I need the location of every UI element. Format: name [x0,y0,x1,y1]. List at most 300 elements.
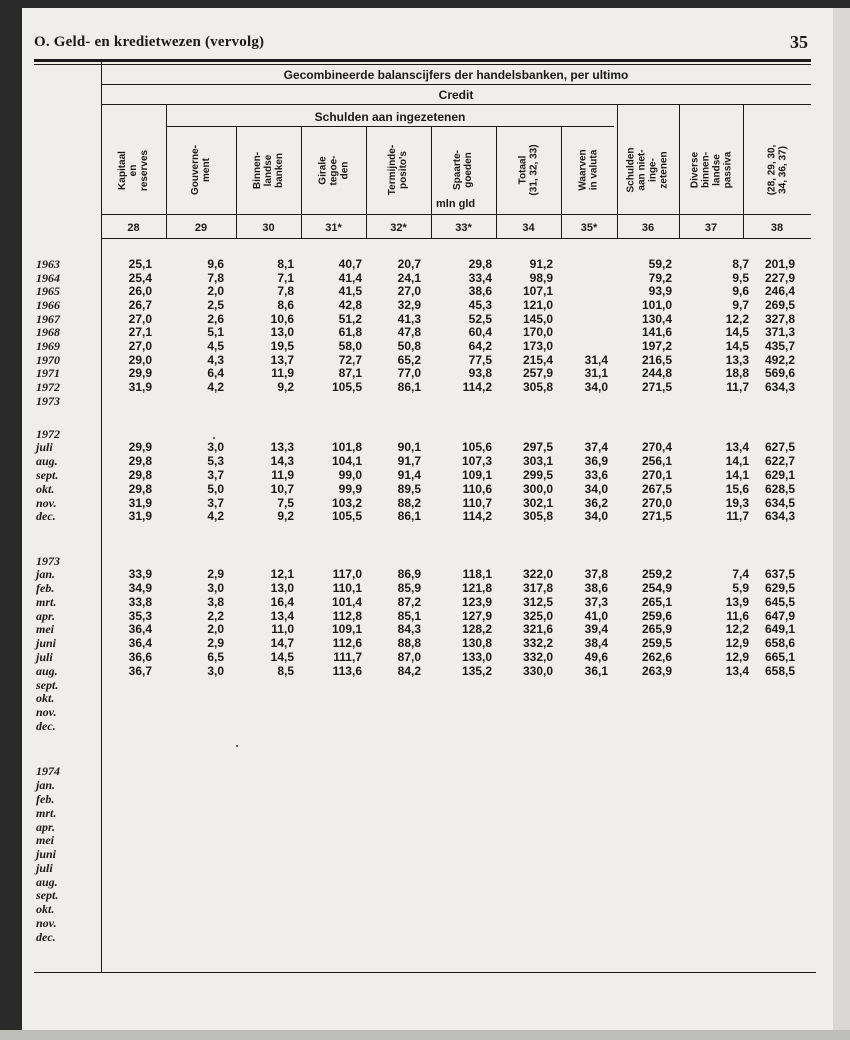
table-cell: 110,7 [462,496,492,510]
table-cell: 216,5 [641,353,672,367]
table-cell: 4,5 [207,339,224,353]
table-cell: 118,1 [462,567,492,581]
table-cell: 36,4 [128,622,152,636]
table-cell: 13,4 [725,664,749,678]
table-cell: 128,2 [461,622,492,636]
table-cell: 629,1 [764,468,795,482]
table-cell: 325,0 [522,609,553,623]
row-label: juli [36,440,53,454]
table-cell: 569,6 [764,366,795,380]
row-label: 1964 [36,271,60,285]
table-cell: 3,0 [207,440,224,454]
table-cell: 12,9 [725,636,749,650]
table-cell: 34,0 [584,482,608,496]
table-cell: 9,5 [732,271,749,285]
table-cell: 201,9 [764,257,795,271]
table-cell: 5,1 [207,325,224,339]
table-cell: 34,0 [584,380,608,394]
table-cell: 112,6 [332,636,362,650]
table-cell: 31,9 [128,380,152,394]
table-cell: 312,5 [522,595,553,609]
table-cell: 332,0 [522,650,553,664]
column-header-label: Spaarte- goeden [452,149,475,191]
table-cell: 327,8 [764,312,795,326]
table-cell: 2,6 [207,312,224,326]
table-cell: 271,5 [641,380,672,394]
table-cell: 5,0 [207,482,224,496]
table-cell: 114,2 [462,509,492,523]
table-cell: 109,1 [331,622,362,636]
table-cell: 84,3 [397,622,421,636]
row-label: mrt. [36,806,57,820]
table-cell: 629,5 [764,581,795,595]
table-cell: 85,1 [397,609,421,623]
table-cell: 2,2 [207,609,224,623]
header-bottom-rule [101,214,811,215]
table-cell: 90,1 [397,440,421,454]
table-cell: 113,6 [332,664,362,678]
table-cell: 259,2 [641,567,672,581]
table-cell: 13,4 [725,440,749,454]
table-cell: 49,6 [584,650,608,664]
table-cell: 8,7 [732,257,749,271]
table-cell: 3,8 [207,595,224,609]
row-label: juli [36,650,53,664]
row-label: nov. [36,705,57,719]
table-cell: 31,1 [584,366,608,380]
table-cell: 11,9 [271,366,294,380]
table-cell: 127,9 [461,609,492,623]
row-label: dec. [36,719,56,733]
top-rule-thin [34,64,811,65]
row-label: sept. [36,678,59,692]
column-header [166,130,236,210]
table-cell: 4,2 [207,509,224,523]
table-cell: 65,2 [397,353,421,367]
column-number: 28 [127,222,140,234]
table-cell: 270,4 [641,440,672,454]
table-cell: 41,5 [338,284,362,298]
table-cell: 13,4 [270,609,294,623]
table-cell: 98,9 [529,271,553,285]
table-cell: 302,1 [522,496,553,510]
bottom-rule [34,972,816,973]
row-label: aug. [36,664,58,678]
table-cell: 121,0 [522,298,553,312]
table-cell: 4,3 [207,353,224,367]
top-rule [34,59,811,62]
table-cell: 297,5 [522,440,553,454]
table-cell: 29,8 [128,454,152,468]
table-cell: 47,8 [397,325,421,339]
table-cell: 61,8 [338,325,362,339]
table-cell: 77,5 [468,353,492,367]
table-cell: 492,2 [764,353,795,367]
table-cell: 2,0 [207,622,224,636]
table-cell: 88,2 [397,496,421,510]
table-cell: 112,8 [332,609,362,623]
table-cell: 51,2 [338,312,362,326]
row-label: jan. [36,567,56,581]
table-cell: 20,7 [397,257,421,271]
table-cell: 29,8 [128,468,152,482]
table-cell: 37,4 [584,440,608,454]
table-cell: 7,4 [732,567,749,581]
table-cell: 86,1 [397,380,421,394]
table-cell: 11,7 [726,380,749,394]
column-number: 31* [325,222,342,234]
table-cell: 305,8 [522,509,553,523]
table-cell: 19,3 [725,496,749,510]
column-number: 29 [194,222,208,234]
table-cell: 130,4 [641,312,672,326]
table-cell: 130,8 [461,636,492,650]
table-cell: 658,5 [764,664,795,678]
table-cell: 305,8 [522,380,553,394]
table-cell: 371,3 [764,325,795,339]
column-header [496,130,561,210]
column-header-label: Binnen- landse banken [252,151,285,189]
table-cell: 13,7 [270,353,294,367]
table-cell: 256,1 [641,454,672,468]
row-label: juni [36,636,57,650]
table-cell: 60,4 [468,325,492,339]
table-cell: 634,3 [764,380,795,394]
table-title: Gecombineerde balanscijfers der handelsbanken, per ultimo [283,68,629,82]
table-cell: 33,4 [468,271,492,285]
table-cell: 105,5 [331,380,362,394]
column-header-label: Schulden aan niet- inge- zetenen [625,147,670,193]
table-cell: 257,9 [522,366,553,380]
table-cell: 24,1 [397,271,421,285]
table-cell: 29,9 [128,366,152,380]
table-cell: 4,2 [207,380,224,394]
table-cell: 36,1 [584,664,608,678]
table-cell: 628,5 [764,482,795,496]
table-cell: 9,6 [732,284,749,298]
table-cell: 12,1 [270,567,294,581]
table-cell: 14,3 [270,454,294,468]
row-label: juli [36,861,53,875]
table-cell: 11,0 [271,622,294,636]
row-label: sept. [36,468,59,482]
table-cell: 109,1 [461,468,492,482]
column-number: 35* [580,222,598,234]
table-cell: 270,1 [641,468,672,482]
table-cell: 8,6 [277,298,294,312]
table-cell: 259,6 [641,609,672,623]
column-number: 33* [455,222,472,234]
table-cell: 12,2 [725,312,749,326]
row-label: aug. [36,454,58,468]
group-label: Schulden aan ingezetenen [314,110,466,124]
column-header [679,130,743,210]
table-cell: 135,2 [461,664,492,678]
table-cell: 5,9 [732,581,749,595]
column-header [431,130,496,210]
table-cell: 41,4 [338,271,362,285]
table-cell: 110,1 [332,581,362,595]
table-cell: 6,4 [207,366,224,380]
table-cell: 36,6 [128,650,152,664]
table-cell: 271,5 [641,509,672,523]
table-cell: 35,3 [128,609,152,623]
row-label: dec. [36,509,56,523]
table-cell: 634,3 [764,509,795,523]
row-label: feb. [36,792,55,806]
table-cell: 84,2 [397,664,421,678]
table-cell: 38,6 [468,284,492,298]
title-rule [101,84,811,85]
table-cell: 141,6 [641,325,672,339]
table-cell: 33,9 [128,567,152,581]
table-cell: 5,3 [207,454,224,468]
table-cell: 647,9 [764,609,795,623]
table-cell: 11,6 [726,609,749,623]
table-cell: 114,2 [462,380,492,394]
table-cell: 86,1 [397,509,421,523]
row-label: 1974 [36,764,60,778]
table-cell: 79,2 [648,271,672,285]
table-cell: 45,3 [468,298,492,312]
table-cell: 31,4 [584,353,608,367]
row-label: aug. [36,875,58,889]
row-label: sept. [36,888,59,902]
speck [236,745,238,747]
table-cell: 27,0 [397,284,421,298]
column-header [236,130,301,210]
table-cell: 101,0 [641,298,672,312]
table-cell: 10,7 [270,482,294,496]
table-cell: 622,7 [764,454,795,468]
row-label: 1963 [36,257,60,271]
table-cell: 658,6 [764,636,795,650]
column-number-rule [101,238,811,239]
table-cell: 86,9 [397,567,421,581]
table-cell: 25,4 [128,271,152,285]
column-header [617,130,679,210]
table-cell: 9,2 [277,509,294,523]
table-cell: 259,5 [641,636,672,650]
row-label: 1966 [36,298,60,312]
table-cell: 332,2 [522,636,553,650]
table-cell: 64,2 [468,339,492,353]
table-cell: 2,9 [207,567,224,581]
table-cell: 37,8 [584,567,608,581]
table-cell: 13,9 [725,595,749,609]
table-cell: 88,8 [397,636,421,650]
table-cell: 38,4 [584,636,608,650]
table-cell: 6,5 [207,650,224,664]
table-cell: 29,8 [128,482,152,496]
table-cell: 41,3 [397,312,421,326]
table-cell: 637,5 [764,567,795,581]
column-number: 36 [641,222,655,234]
table-cell: 3,7 [207,468,224,482]
row-label: mei [36,833,54,847]
table-cell: 93,9 [648,284,672,298]
table-cell: 7,1 [277,271,294,285]
table-cell: 41,0 [584,609,608,623]
table-cell: 270,0 [641,496,672,510]
row-label: feb. [36,581,55,595]
table-cell: 33,6 [584,468,608,482]
table-cell: 9,2 [277,380,294,394]
table-cell: 330,0 [522,664,553,678]
table-cell: 34,9 [128,581,152,595]
table-cell: 321,6 [522,622,553,636]
table-cell: 299,5 [522,468,553,482]
table-cell: 87,2 [397,595,421,609]
table-cell: 32,9 [397,298,421,312]
row-label: nov. [36,496,57,510]
column-header-label: Totaal (31, 32, 33) [517,144,540,196]
row-label: 1970 [36,353,60,367]
page-number: 35 [790,32,808,52]
table-cell: 93,8 [468,366,492,380]
table-cell: 7,8 [207,271,224,285]
table-cell: 91,2 [529,257,553,271]
table-cell: 11,7 [726,509,749,523]
table-cell: 111,7 [333,650,362,664]
table-cell: 26,7 [128,298,152,312]
table-cell: 29,0 [128,353,152,367]
table-cell: 649,1 [764,622,795,636]
row-label: 1965 [36,284,60,298]
table-cell: 27,0 [128,339,152,353]
table-cell: 36,9 [584,454,608,468]
column-header [743,130,811,210]
row-label: 1973 [36,394,60,408]
table-cell: 3,7 [207,496,224,510]
column-header-label: Diverse binnen- landse passiva [688,151,733,189]
column-header-label: Gouverne- ment [189,144,212,196]
column-header-label: Girale tegoe- den [317,155,350,185]
row-label: okt. [36,691,55,705]
table-cell: 3,0 [207,581,224,595]
table-cell: 103,2 [331,496,362,510]
table-cell: 14,1 [725,454,749,468]
table-cell: 89,5 [397,482,421,496]
row-label: 1967 [36,312,60,326]
table-cell: 101,4 [331,595,362,609]
table-cell: 13,3 [725,353,749,367]
table-cell: 12,2 [725,622,749,636]
table-cell: 87,1 [338,366,362,380]
table-cell: 52,5 [468,312,492,326]
table-cell: 99,0 [338,468,362,482]
row-label: 1969 [36,339,60,353]
table-cell: 262,6 [641,650,672,664]
table-cell: 85,9 [397,581,421,595]
table-cell: 227,9 [764,271,795,285]
table-cell: 42,8 [338,298,362,312]
table-cell: 2,0 [207,284,224,298]
table-cell: 7,5 [277,496,294,510]
row-label: 1968 [36,325,60,339]
table-cell: 91,4 [397,468,421,482]
table-cell: 87,0 [397,650,421,664]
table-cell: 15,6 [725,482,749,496]
row-label: mei [36,622,54,636]
table-cell: 36,2 [584,496,608,510]
column-number: 30 [262,222,275,234]
table-cell: 27,1 [128,325,152,339]
row-label: 1971 [36,366,60,380]
table-cell: 2,5 [207,298,224,312]
table-cell: 29,9 [128,440,152,454]
table-cell: 16,4 [270,595,294,609]
column-header [366,130,431,210]
table-cell: 3,0 [207,664,224,678]
table-cell: 14,1 [725,468,749,482]
table-cell: 14,5 [270,650,294,664]
table-cell: 10,6 [270,312,294,326]
column-number: 38 [770,222,784,234]
row-label: mrt. [36,595,57,609]
table-cell: 14,5 [725,339,749,353]
table-cell: 117,0 [332,567,362,581]
table-cell: 38,6 [584,581,608,595]
table-cell: 104,1 [331,454,362,468]
table-cell: 265,9 [641,622,672,636]
column-header-label: Termijnde- posito's [387,144,410,196]
table-cell: 33,8 [128,595,152,609]
table-cell: 269,5 [764,298,795,312]
table-cell: 215,4 [522,353,553,367]
column-number: 32* [390,222,407,234]
table-cell: 170,0 [522,325,553,339]
table-cell: 105,5 [331,509,362,523]
table-cell: 265,1 [641,595,672,609]
table-cell: 58,0 [338,339,362,353]
table-cell: 254,9 [641,581,672,595]
table-cell: 627,5 [764,440,795,454]
row-label: apr. [36,609,56,623]
table-cell: 36,7 [128,664,152,678]
table-cell: 634,5 [764,496,795,510]
table-cell: 25,1 [128,257,152,271]
table-cell: 133,0 [461,650,492,664]
table-cell: 267,5 [641,482,672,496]
row-label: juni [36,847,57,861]
table-cell: 11,9 [271,468,294,482]
table-cell: 107,3 [461,454,492,468]
table-cell: 39,4 [584,622,608,636]
table-cell: 246,4 [764,284,795,298]
table-cell: 322,0 [522,567,553,581]
table-cell: 665,1 [764,650,795,664]
row-label: 1972 [36,380,60,394]
table-cell: 77,0 [397,366,421,380]
table-cell: 121,8 [461,581,492,595]
row-label: dec. [36,930,56,944]
unit-label: mln gld [436,198,476,210]
group-rule [166,126,614,127]
table-cell: 18,8 [725,366,749,380]
table-cell: 26,0 [128,284,152,298]
table-cell: 50,8 [397,339,421,353]
table-cell: 110,6 [462,482,492,496]
row-label: 1972 [36,427,60,441]
table-subtitle: Credit [438,88,474,102]
section-heading: O. Geld- en kredietwezen (vervolg) [34,34,265,50]
table-cell: 300,0 [522,482,553,496]
table-cell: 435,7 [764,339,795,353]
page-edge [833,8,850,1040]
table-cell: 99,9 [338,482,362,496]
column-header [301,130,366,210]
